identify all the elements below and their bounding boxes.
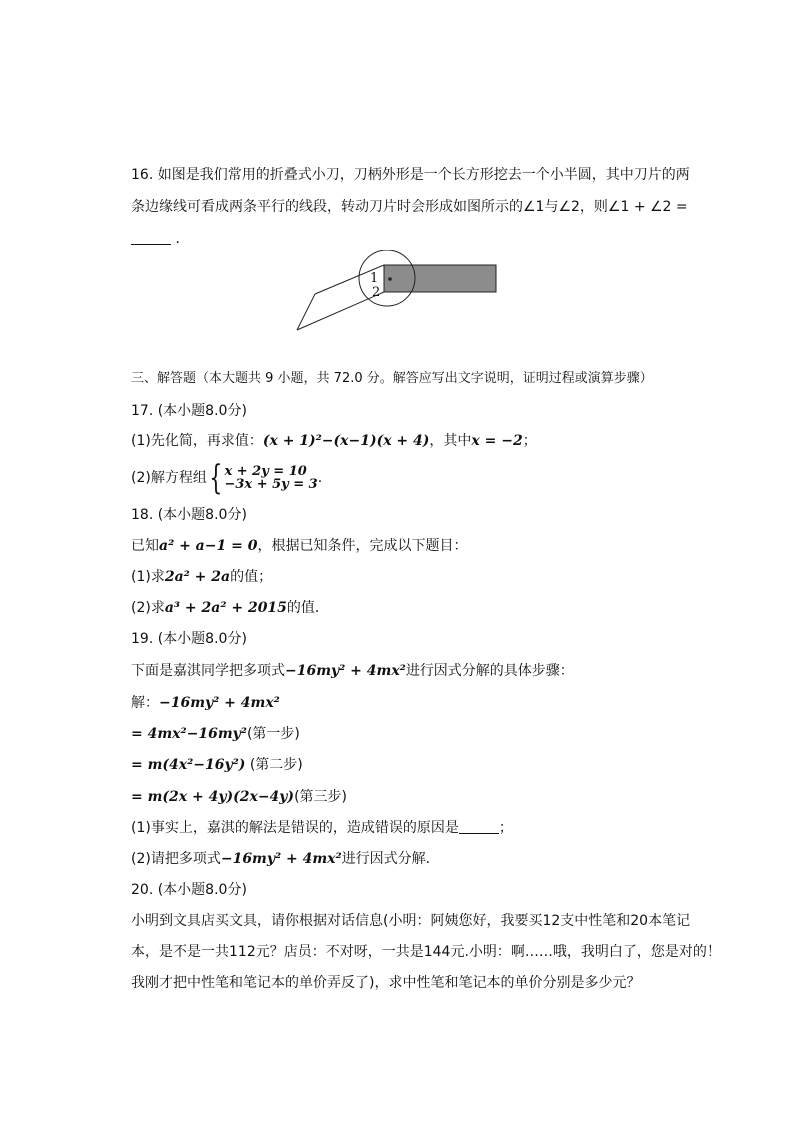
q19-step3 xyxy=(131,787,347,807)
q19-sol-prefix: 解： xyxy=(131,695,159,711)
q18-p1-prefix: (1)求 xyxy=(131,569,165,585)
q19-step2-note: (第二步) xyxy=(245,757,303,773)
system-brace: { xyxy=(209,458,223,498)
q19-intro xyxy=(131,661,574,681)
q16-line3 xyxy=(131,229,189,249)
knife-diagram xyxy=(290,250,510,340)
q19-intro-prefix: 下面是嘉淇同学把多项式 xyxy=(131,663,285,679)
q17-p1-end: ； xyxy=(522,433,537,449)
q19-step3-note: (第三步) xyxy=(294,789,347,805)
q16-line2: 条边缘线可看成两条平行的线段，转动刀片时会形成如图所示的∠1与∠2，则∠1 + ∠2 = xyxy=(131,199,688,215)
q18-p1-expr: 2a² + 2a xyxy=(164,569,231,585)
q20-line2: 本，是不是一共112元？店员：不对呀，一共是144元.小明：啊……哦，我明白了，您是对的！ xyxy=(131,944,721,960)
q18-part2 xyxy=(131,598,329,618)
q17-p1-cond: x = −2 xyxy=(471,433,523,449)
q18-p1-suffix: 的值； xyxy=(230,569,273,585)
q19-step2-expr: = m(4x²−16y²) xyxy=(131,757,246,773)
q18-intro-expr: a² + a−1 = 0 xyxy=(159,538,258,554)
q17-part2 xyxy=(131,458,323,498)
q17-p2-prefix: (2)解方程组 xyxy=(131,470,207,486)
blade-tip xyxy=(297,294,315,330)
q19-intro-expr: −16my² + 4mx² xyxy=(285,663,406,679)
q18-intro xyxy=(131,536,467,556)
q19-p2-expr: −16my² + 4mx² xyxy=(220,851,342,867)
q19-part1 xyxy=(131,818,513,838)
knife-figure xyxy=(290,250,510,344)
q17-p2-end: . xyxy=(317,470,323,486)
q18-part1 xyxy=(131,567,272,587)
q17-p1-suffix: ，其中 xyxy=(429,433,472,449)
q18-p2-expr: a³ + 2a² + 2015 xyxy=(164,600,287,616)
q19-step1 xyxy=(131,724,300,744)
blade-edge-bottom xyxy=(297,292,384,330)
q20-line3: 我刚才把中性笔和笔记本的单价弄反了)，求中性笔和笔记本的单价分别是多少元？ xyxy=(131,975,641,991)
q19-step2 xyxy=(131,755,303,775)
q19-intro-suffix: 进行因式分解的具体步骤： xyxy=(405,663,574,679)
q18-header: 18. (本小题8.0分) xyxy=(131,507,247,523)
q19-p2-suffix: 进行因式分解． xyxy=(341,851,440,867)
answer-blank[interactable] xyxy=(459,819,499,834)
q20-line1: 小明到文具店买文具，请你根据对话信息(小明：阿姨您好，我要买12支中性笔和20本笔记 xyxy=(131,913,691,929)
pivot-dot xyxy=(388,277,392,281)
q17-p1-prefix: (1)先化简，再求值： xyxy=(131,433,263,449)
system-row-2: −3x + 5y = 3 xyxy=(224,477,318,492)
q19-step1-expr: = 4mx²−16my² xyxy=(131,726,247,742)
q19-p1-end: ； xyxy=(498,820,513,836)
q18-p2-prefix: (2)求 xyxy=(131,600,165,616)
q16-line3-end: ． xyxy=(175,231,190,247)
q18-p2-suffix: 的值． xyxy=(286,600,329,616)
q19-header: 19. (本小题8.0分) xyxy=(131,631,247,647)
q19-sol-expr: −16my² + 4mx² xyxy=(159,695,280,711)
angle-label-2: 2 xyxy=(372,285,381,300)
q19-solution xyxy=(131,693,280,713)
knife-handle xyxy=(384,265,496,292)
equation-system xyxy=(224,465,317,491)
q19-p1-text: (1)事实上，嘉淇的解法是错误的，造成错误的原因是 xyxy=(131,820,459,836)
angle-label-1: 1 xyxy=(370,271,379,286)
q19-step1-note: (第一步) xyxy=(246,726,300,742)
q17-header: 17. (本小题8.0分) xyxy=(131,403,247,419)
q20-header: 20. (本小题8.0分) xyxy=(131,882,247,898)
q19-p2-prefix: (2)请把多项式 xyxy=(131,851,221,867)
q17-part1 xyxy=(131,431,537,451)
section-heading: 三、解答题（本大题共 9 小题，共 72.0 分。解答应写出文字说明，证明过程或演算步骤） xyxy=(131,371,653,386)
q18-intro-prefix: 已知 xyxy=(131,538,159,554)
q19-part2 xyxy=(131,849,440,869)
q18-intro-suffix: ，根据已知条件，完成以下题目： xyxy=(257,538,468,554)
answer-blank[interactable] xyxy=(131,230,171,245)
system-row-1: x + 2y = 10 xyxy=(224,464,307,479)
q19-step3-expr: = m(2x + 4y)(2x−4y) xyxy=(131,789,295,805)
q16-line1: 16. 如图是我们常用的折叠式小刀，刀柄外形是一个长方形挖去一个小半圆，其中刀片的两 xyxy=(131,167,690,183)
q17-p1-expr: (x + 1)²−(x−1)(x + 4) xyxy=(262,433,430,449)
